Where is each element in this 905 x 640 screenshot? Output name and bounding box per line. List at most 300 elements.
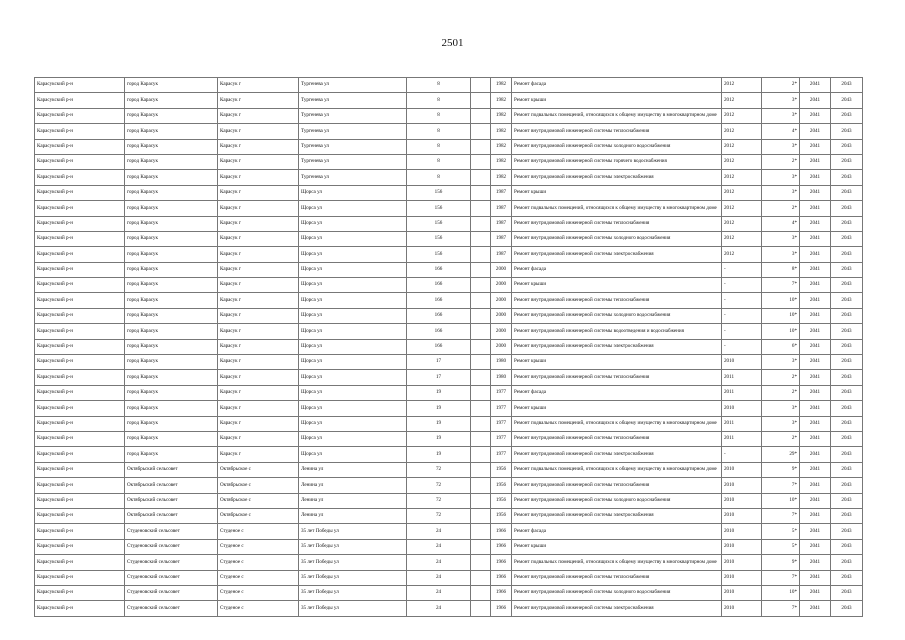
district-cell: Карасукский р-н [35, 385, 125, 400]
building-cell [471, 570, 491, 585]
building-cell [471, 108, 491, 123]
last-repair-year-cell: 2012 [722, 201, 762, 216]
cost-cell: 7* [762, 601, 800, 616]
cost-cell: 7* [762, 478, 800, 493]
start-year-cell: 2041 [800, 385, 831, 400]
table-body [35, 78, 863, 617]
last-repair-year-cell: 2011 [722, 416, 762, 431]
end-year-cell: 2043 [831, 570, 863, 585]
start-year-cell: 2041 [800, 447, 831, 462]
cost-cell: 3* [762, 185, 800, 200]
last-repair-year-cell: 2011 [722, 385, 762, 400]
street-cell: Щорса ул [299, 324, 407, 339]
house-number-cell: 19 [407, 416, 471, 431]
start-year-cell: 2041 [800, 185, 831, 200]
year-built-cell: 2000 [491, 324, 512, 339]
work-type-cell: Ремонт крыши [512, 401, 722, 416]
start-year-cell: 2041 [800, 308, 831, 323]
last-repair-year-cell: 2010 [722, 555, 762, 570]
building-cell [471, 170, 491, 185]
end-year-cell: 2043 [831, 539, 863, 554]
municipality-cell: город Карасук [125, 401, 218, 416]
street-cell: Ленина ул [299, 493, 407, 508]
municipality-cell: Студеновский сельсовет [125, 524, 218, 539]
house-number-cell: 8 [407, 154, 471, 169]
house-number-cell: 72 [407, 493, 471, 508]
last-repair-year-cell: 2010 [722, 570, 762, 585]
district-cell: Карасукский р-н [35, 308, 125, 323]
cost-cell: 2* [762, 431, 800, 446]
cost-cell: 7* [762, 570, 800, 585]
house-number-cell: 166 [407, 308, 471, 323]
locality-cell: Карасук г [218, 201, 299, 216]
locality-cell: Карасук г [218, 416, 299, 431]
street-cell: Ленина ул [299, 478, 407, 493]
cost-cell: 5* [762, 524, 800, 539]
work-type-cell: Ремонт внутридомовой инженерной системы электроснабжения [512, 508, 722, 523]
table-row [35, 308, 863, 323]
start-year-cell: 2041 [800, 555, 831, 570]
district-cell: Карасукский р-н [35, 124, 125, 139]
house-number-cell: 8 [407, 78, 471, 93]
start-year-cell: 2041 [800, 355, 831, 370]
end-year-cell: 2043 [831, 370, 863, 385]
municipality-cell: город Карасук [125, 431, 218, 446]
street-cell: Щорса ул [299, 355, 407, 370]
cost-cell: 3* [762, 401, 800, 416]
start-year-cell: 2041 [800, 508, 831, 523]
house-number-cell: 166 [407, 262, 471, 277]
cost-cell: 10* [762, 308, 800, 323]
street-cell: Щорса ул [299, 231, 407, 246]
end-year-cell: 2043 [831, 355, 863, 370]
table-row [35, 262, 863, 277]
year-built-cell: 1982 [491, 93, 512, 108]
house-number-cell: 156 [407, 201, 471, 216]
house-number-cell: 72 [407, 478, 471, 493]
district-cell: Карасукский р-н [35, 185, 125, 200]
last-repair-year-cell: 2011 [722, 370, 762, 385]
building-cell [471, 385, 491, 400]
municipality-cell: город Карасук [125, 416, 218, 431]
table-row [35, 462, 863, 477]
start-year-cell: 2041 [800, 524, 831, 539]
street-cell: Щорса ул [299, 339, 407, 354]
start-year-cell: 2041 [800, 570, 831, 585]
start-year-cell: 2041 [800, 462, 831, 477]
district-cell: Карасукский р-н [35, 231, 125, 246]
house-number-cell: 8 [407, 124, 471, 139]
district-cell: Карасукский р-н [35, 262, 125, 277]
work-type-cell: Ремонт внутридомовой инженерной системы электроснабжения [512, 601, 722, 616]
street-cell: Тургенева ул [299, 124, 407, 139]
end-year-cell: 2043 [831, 601, 863, 616]
locality-cell: Карасук г [218, 154, 299, 169]
cost-cell: 4* [762, 216, 800, 231]
building-cell [471, 262, 491, 277]
building-cell [471, 355, 491, 370]
work-type-cell: Ремонт крыши [512, 355, 722, 370]
locality-cell: Карасук г [218, 293, 299, 308]
last-repair-year-cell: 2012 [722, 185, 762, 200]
district-cell: Карасукский р-н [35, 585, 125, 600]
house-number-cell: 17 [407, 370, 471, 385]
table-row [35, 216, 863, 231]
district-cell: Карасукский р-н [35, 478, 125, 493]
street-cell: 35 лет Победы ул [299, 601, 407, 616]
street-cell: 35 лет Победы ул [299, 570, 407, 585]
start-year-cell: 2041 [800, 278, 831, 293]
building-cell [471, 139, 491, 154]
locality-cell: Октябрьское с [218, 478, 299, 493]
street-cell: Щорса ул [299, 216, 407, 231]
street-cell: Тургенева ул [299, 78, 407, 93]
house-number-cell: 19 [407, 385, 471, 400]
street-cell: Щорса ул [299, 401, 407, 416]
end-year-cell: 2043 [831, 308, 863, 323]
table-row [35, 401, 863, 416]
end-year-cell: 2043 [831, 93, 863, 108]
start-year-cell: 2041 [800, 478, 831, 493]
table-row [35, 170, 863, 185]
district-cell: Карасукский р-н [35, 154, 125, 169]
street-cell: Щорса ул [299, 201, 407, 216]
house-number-cell: 8 [407, 139, 471, 154]
municipality-cell: город Карасук [125, 293, 218, 308]
year-built-cell: 1977 [491, 447, 512, 462]
table-row [35, 601, 863, 616]
municipality-cell: Октябрьский сельсовет [125, 493, 218, 508]
district-cell: Карасукский р-н [35, 524, 125, 539]
building-cell [471, 78, 491, 93]
house-number-cell: 72 [407, 462, 471, 477]
end-year-cell: 2043 [831, 416, 863, 431]
last-repair-year-cell: 2010 [722, 478, 762, 493]
last-repair-year-cell: - [722, 447, 762, 462]
municipality-cell: Октябрьский сельсовет [125, 462, 218, 477]
table-row [35, 447, 863, 462]
municipality-cell: Студеновский сельсовет [125, 570, 218, 585]
last-repair-year-cell: - [722, 308, 762, 323]
start-year-cell: 2041 [800, 93, 831, 108]
table-row [35, 370, 863, 385]
house-number-cell: 166 [407, 324, 471, 339]
district-cell: Карасукский р-н [35, 416, 125, 431]
table-row [35, 201, 863, 216]
house-number-cell: 72 [407, 508, 471, 523]
district-cell: Карасукский р-н [35, 462, 125, 477]
last-repair-year-cell: 2010 [722, 524, 762, 539]
district-cell: Карасукский р-н [35, 355, 125, 370]
building-cell [471, 401, 491, 416]
street-cell: 35 лет Победы ул [299, 555, 407, 570]
cost-cell: 10* [762, 293, 800, 308]
municipality-cell: Октябрьский сельсовет [125, 508, 218, 523]
work-type-cell: Ремонт крыши [512, 93, 722, 108]
district-cell: Карасукский р-н [35, 508, 125, 523]
locality-cell: Карасук г [218, 247, 299, 262]
year-built-cell: 1980 [491, 370, 512, 385]
start-year-cell: 2041 [800, 231, 831, 246]
start-year-cell: 2041 [800, 108, 831, 123]
start-year-cell: 2041 [800, 493, 831, 508]
work-type-cell: Ремонт внутридомовой инженерной системы холодного водоснабжения [512, 231, 722, 246]
last-repair-year-cell: 2010 [722, 539, 762, 554]
end-year-cell: 2043 [831, 78, 863, 93]
cost-cell: 3* [762, 108, 800, 123]
work-type-cell: Ремонт внутридомовой инженерной системы электроснабжения [512, 170, 722, 185]
year-built-cell: 1982 [491, 139, 512, 154]
start-year-cell: 2041 [800, 247, 831, 262]
cost-cell: 3* [762, 139, 800, 154]
end-year-cell: 2043 [831, 124, 863, 139]
district-cell: Карасукский р-н [35, 247, 125, 262]
district-cell: Карасукский р-н [35, 601, 125, 616]
district-cell: Карасукский р-н [35, 493, 125, 508]
building-cell [471, 308, 491, 323]
end-year-cell: 2043 [831, 201, 863, 216]
year-built-cell: 1987 [491, 216, 512, 231]
house-number-cell: 19 [407, 431, 471, 446]
locality-cell: Карасук г [218, 139, 299, 154]
locality-cell: Октябрьское с [218, 508, 299, 523]
end-year-cell: 2043 [831, 401, 863, 416]
table-row [35, 108, 863, 123]
house-number-cell: 24 [407, 555, 471, 570]
year-built-cell: 1956 [491, 462, 512, 477]
end-year-cell: 2043 [831, 216, 863, 231]
repair-registry-table [34, 77, 863, 617]
last-repair-year-cell: 2012 [722, 139, 762, 154]
building-cell [471, 247, 491, 262]
year-built-cell: 2000 [491, 339, 512, 354]
cost-cell: 3* [762, 231, 800, 246]
last-repair-year-cell: - [722, 278, 762, 293]
street-cell: Щорса ул [299, 293, 407, 308]
end-year-cell: 2043 [831, 431, 863, 446]
building-cell [471, 585, 491, 600]
house-number-cell: 19 [407, 447, 471, 462]
table-row [35, 231, 863, 246]
locality-cell: Карасук г [218, 355, 299, 370]
start-year-cell: 2041 [800, 170, 831, 185]
work-type-cell: Ремонт внутридомовой инженерной системы водоотведения и водоснабжения [512, 324, 722, 339]
end-year-cell: 2043 [831, 139, 863, 154]
house-number-cell: 24 [407, 601, 471, 616]
end-year-cell: 2043 [831, 262, 863, 277]
house-number-cell: 156 [407, 185, 471, 200]
start-year-cell: 2041 [800, 339, 831, 354]
municipality-cell: город Карасук [125, 355, 218, 370]
municipality-cell: город Карасук [125, 139, 218, 154]
start-year-cell: 2041 [800, 78, 831, 93]
locality-cell: Карасук г [218, 231, 299, 246]
last-repair-year-cell: 2012 [722, 247, 762, 262]
work-type-cell: Ремонт внутридомовой инженерной системы электроснабжения [512, 447, 722, 462]
locality-cell: Карасук г [218, 339, 299, 354]
table-row [35, 154, 863, 169]
municipality-cell: город Карасук [125, 247, 218, 262]
building-cell [471, 339, 491, 354]
table-row [35, 493, 863, 508]
end-year-cell: 2043 [831, 462, 863, 477]
last-repair-year-cell: 2010 [722, 462, 762, 477]
year-built-cell: 1977 [491, 431, 512, 446]
municipality-cell: город Карасук [125, 170, 218, 185]
district-cell: Карасукский р-н [35, 139, 125, 154]
municipality-cell: город Карасук [125, 278, 218, 293]
cost-cell: 9* [762, 462, 800, 477]
year-built-cell: 1982 [491, 108, 512, 123]
year-built-cell: 1987 [491, 201, 512, 216]
last-repair-year-cell: 2012 [722, 124, 762, 139]
end-year-cell: 2043 [831, 585, 863, 600]
work-type-cell: Ремонт внутридомовой инженерной системы холодного водоснабжения [512, 585, 722, 600]
cost-cell: 9* [762, 555, 800, 570]
building-cell [471, 416, 491, 431]
district-cell: Карасукский р-н [35, 108, 125, 123]
district-cell: Карасукский р-н [35, 370, 125, 385]
house-number-cell: 8 [407, 170, 471, 185]
table-row [35, 247, 863, 262]
house-number-cell: 19 [407, 401, 471, 416]
year-built-cell: 1987 [491, 185, 512, 200]
building-cell [471, 524, 491, 539]
district-cell: Карасукский р-н [35, 447, 125, 462]
last-repair-year-cell: - [722, 339, 762, 354]
table-row [35, 278, 863, 293]
last-repair-year-cell: 2012 [722, 78, 762, 93]
cost-cell: 7* [762, 508, 800, 523]
table-row [35, 339, 863, 354]
street-cell: Щорса ул [299, 262, 407, 277]
last-repair-year-cell: 2010 [722, 601, 762, 616]
work-type-cell: Ремонт внутридомовой инженерной системы теплоснабжения [512, 478, 722, 493]
street-cell: Тургенева ул [299, 108, 407, 123]
year-built-cell: 1966 [491, 524, 512, 539]
work-type-cell: Ремонт внутридомовой инженерной системы электроснабжения [512, 247, 722, 262]
building-cell [471, 447, 491, 462]
building-cell [471, 478, 491, 493]
end-year-cell: 2043 [831, 508, 863, 523]
cost-cell: 10* [762, 324, 800, 339]
table-row [35, 478, 863, 493]
district-cell: Карасукский р-н [35, 278, 125, 293]
year-built-cell: 1982 [491, 170, 512, 185]
building-cell [471, 154, 491, 169]
work-type-cell: Ремонт внутридомовой инженерной системы теплоснабжения [512, 216, 722, 231]
last-repair-year-cell: - [722, 262, 762, 277]
street-cell: Щорса ул [299, 278, 407, 293]
last-repair-year-cell: 2012 [722, 216, 762, 231]
end-year-cell: 2043 [831, 385, 863, 400]
house-number-cell: 166 [407, 293, 471, 308]
municipality-cell: Студеновский сельсовет [125, 555, 218, 570]
locality-cell: Карасук г [218, 216, 299, 231]
start-year-cell: 2041 [800, 431, 831, 446]
work-type-cell: Ремонт подвальных помещений, относящихся к общему имуществу в многоквартирном доме [512, 555, 722, 570]
end-year-cell: 2043 [831, 555, 863, 570]
last-repair-year-cell: 2010 [722, 508, 762, 523]
table-row [35, 539, 863, 554]
municipality-cell: город Карасук [125, 339, 218, 354]
building-cell [471, 201, 491, 216]
end-year-cell: 2043 [831, 154, 863, 169]
start-year-cell: 2041 [800, 201, 831, 216]
start-year-cell: 2041 [800, 585, 831, 600]
end-year-cell: 2043 [831, 293, 863, 308]
last-repair-year-cell: 2010 [722, 401, 762, 416]
cost-cell: 3* [762, 93, 800, 108]
work-type-cell: Ремонт подвальных помещений, относящихся к общему имуществу в многоквартирном доме [512, 201, 722, 216]
municipality-cell: город Карасук [125, 308, 218, 323]
building-cell [471, 508, 491, 523]
district-cell: Карасукский р-н [35, 401, 125, 416]
street-cell: 35 лет Победы ул [299, 524, 407, 539]
start-year-cell: 2041 [800, 370, 831, 385]
end-year-cell: 2043 [831, 478, 863, 493]
year-built-cell: 1982 [491, 124, 512, 139]
street-cell: Тургенева ул [299, 170, 407, 185]
cost-cell: 8* [762, 262, 800, 277]
locality-cell: Октябрьское с [218, 462, 299, 477]
street-cell: Щорса ул [299, 447, 407, 462]
district-cell: Карасукский р-н [35, 201, 125, 216]
year-built-cell: 1980 [491, 355, 512, 370]
table-row [35, 78, 863, 93]
year-built-cell: 1987 [491, 231, 512, 246]
municipality-cell: Октябрьский сельсовет [125, 478, 218, 493]
year-built-cell: 2000 [491, 293, 512, 308]
start-year-cell: 2041 [800, 216, 831, 231]
work-type-cell: Ремонт фасада [512, 385, 722, 400]
cost-cell: 3* [762, 170, 800, 185]
start-year-cell: 2041 [800, 539, 831, 554]
last-repair-year-cell: 2010 [722, 585, 762, 600]
end-year-cell: 2043 [831, 447, 863, 462]
end-year-cell: 2043 [831, 247, 863, 262]
table-row [35, 570, 863, 585]
locality-cell: Карасук г [218, 308, 299, 323]
work-type-cell: Ремонт внутридомовой инженерной системы горячего водоснабжения [512, 154, 722, 169]
building-cell [471, 555, 491, 570]
house-number-cell: 156 [407, 247, 471, 262]
locality-cell: Карасук г [218, 124, 299, 139]
house-number-cell: 24 [407, 570, 471, 585]
cost-cell: 2* [762, 201, 800, 216]
municipality-cell: Студеновский сельсовет [125, 539, 218, 554]
house-number-cell: 24 [407, 539, 471, 554]
work-type-cell: Ремонт внутридомовой инженерной системы холодного водоснабжения [512, 139, 722, 154]
work-type-cell: Ремонт внутридомовой инженерной системы теплоснабжения [512, 431, 722, 446]
municipality-cell: город Карасук [125, 154, 218, 169]
table-row [35, 416, 863, 431]
end-year-cell: 2043 [831, 231, 863, 246]
locality-cell: Карасук г [218, 431, 299, 446]
work-type-cell: Ремонт внутридомовой инженерной системы холодного водоснабжения [512, 493, 722, 508]
end-year-cell: 2043 [831, 278, 863, 293]
municipality-cell: город Карасук [125, 447, 218, 462]
start-year-cell: 2041 [800, 139, 831, 154]
end-year-cell: 2043 [831, 324, 863, 339]
street-cell: Тургенева ул [299, 93, 407, 108]
street-cell: Ленина ул [299, 462, 407, 477]
year-built-cell: 1982 [491, 78, 512, 93]
start-year-cell: 2041 [800, 262, 831, 277]
cost-cell: 2* [762, 154, 800, 169]
building-cell [471, 278, 491, 293]
cost-cell: 7* [762, 278, 800, 293]
